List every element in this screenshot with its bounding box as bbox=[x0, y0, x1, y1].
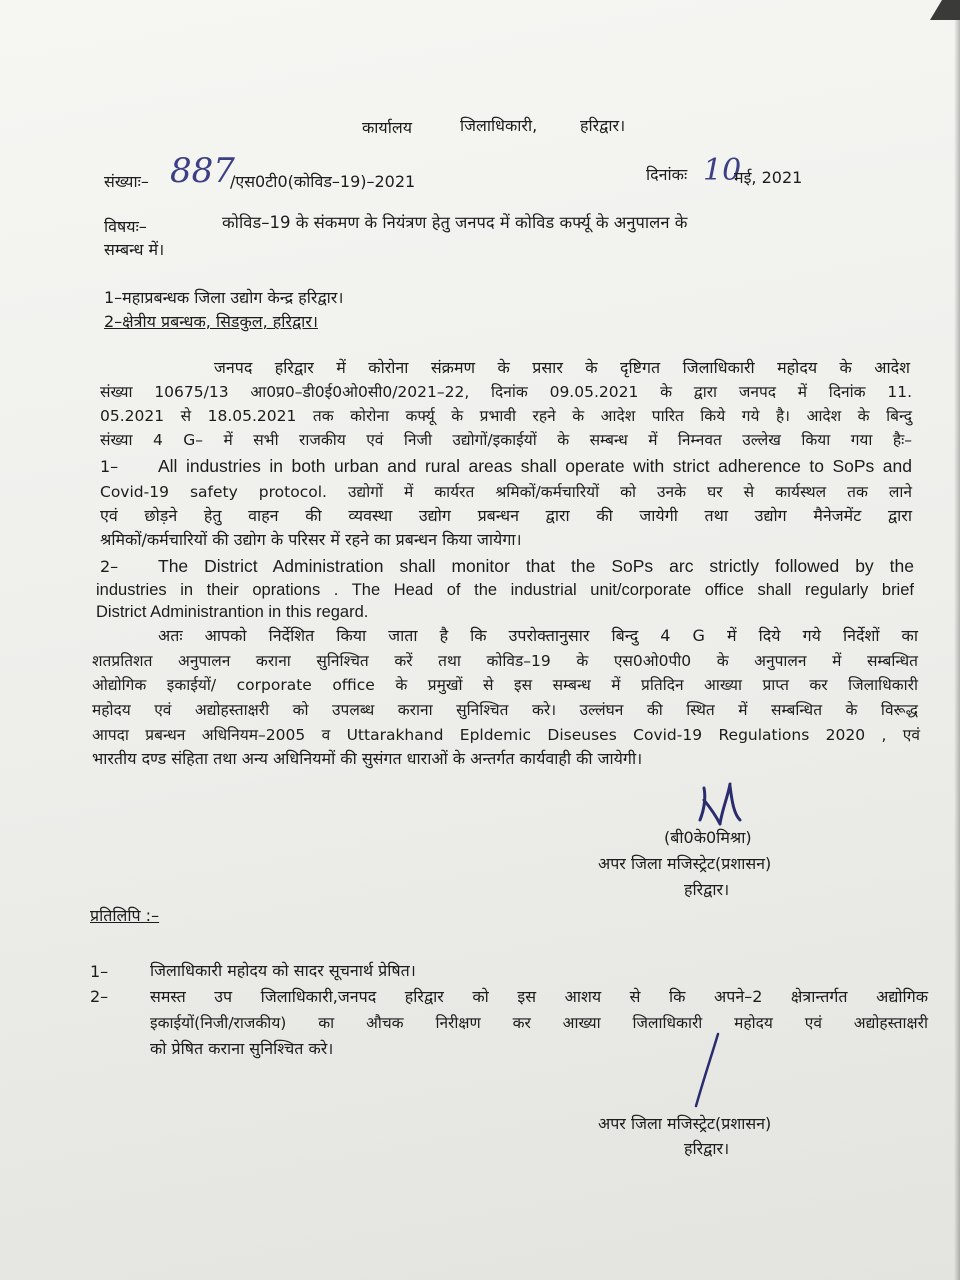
page-fold-corner bbox=[930, 0, 960, 20]
date-label: दिनांकः bbox=[646, 165, 688, 184]
signatory-name: (बी0के0मिश्रा) bbox=[664, 828, 752, 847]
para2-line-6: भारतीय दण्ड संहिता तथा अन्य अधिनियमों की सुसंगत धाराओं के अन्तर्गत कार्यवाही की जायेगी। bbox=[92, 749, 643, 768]
point2-line-1: The District Administration shall monitor that the SoPs arc strictly followed by the bbox=[158, 556, 914, 576]
signatory-designation-2: अपर जिला मजिस्ट्रेट(प्रशासन) bbox=[598, 1114, 772, 1133]
subject-line-2: सम्बन्ध में। bbox=[104, 240, 165, 259]
point1-line-1: All industries in both urban and rural areas shall operate with strict adherence to SoPs and bbox=[158, 456, 912, 476]
point1-number: 1– bbox=[100, 457, 119, 476]
subject-line-1: कोविड–19 के संकमण के नियंत्रण हेतु जनपद में कोविड कर्फ्यू के अनुपालन के bbox=[222, 213, 688, 232]
handwritten-signature-1 bbox=[690, 780, 750, 830]
point1-line-4: श्रमिकों/कर्मचारियों की उद्योग के परिसर में रहने का प्रबन्धन किया जायेगा। bbox=[100, 530, 522, 549]
para1-line-2: संख्या 10675/13 आ0प्र0–डी0ई0ओ0सी0/2021–22, दिनांक 09.05.2021 के द्वारा जनपद में दिनांक 11. bbox=[100, 383, 912, 401]
point2-line-2: industries in their oprations . The Head of the industrial unit/corporate office shall regularly brief bbox=[96, 581, 914, 599]
copy-heading: प्रतिलिपि :– bbox=[90, 906, 160, 925]
ref-prefix: संख्याः– bbox=[104, 172, 149, 191]
signatory-designation-1: अपर जिला मजिस्ट्रेट(प्रशासन) bbox=[598, 854, 772, 873]
point1-line-3: एवं छोड़ने हेतु वाहन की व्यवस्था उद्योग प्रबन्धन द्वारा की जायेगी तथा उद्योग मैनेजमेंट द्वारा bbox=[100, 506, 912, 525]
date-handwritten-day: 10 bbox=[703, 153, 742, 188]
point2-number: 2– bbox=[100, 557, 119, 576]
recipient-2: 2–क्षेत्रीय प्रबन्धक, सिडकुल, हरिद्वार। bbox=[104, 312, 318, 331]
ref-handwritten-number: 887 bbox=[170, 151, 235, 191]
copy-item-2-number: 2– bbox=[90, 987, 109, 1006]
ref-suffix: /एस0टी0(कोविड–19)–2021 bbox=[230, 172, 416, 191]
point2-line-3: District Administrantion in this regard. bbox=[96, 603, 369, 621]
signatory-place-2: हरिद्वार। bbox=[684, 1139, 730, 1158]
copy-item-2-line-1: समस्त उप जिलाधिकारी,जनपद हरिद्वार को इस आशय से कि अपने–2 क्षेत्रान्तर्गत अद्योगिक bbox=[150, 987, 928, 1006]
page-edge-shadow bbox=[954, 20, 960, 1280]
point1-line-2: Covid-19 safety protocol. उद्योगों में कार्यरत श्रमिकों/कर्मचारियों को उनके घर से कार्यस्थल तक लाने bbox=[100, 483, 912, 501]
recipient-1: 1–महाप्रबन्धक जिला उद्योग केन्द्र हरिद्वार। bbox=[104, 288, 344, 307]
para2-line-3: ओद्योगिक इकाईयों/ corporate office के प्रमुखों से इस सम्बन्ध में प्रतिदिन आख्या प्राप्त कर जिलाधिकारी bbox=[92, 676, 918, 694]
date-month-year: मई, 2021 bbox=[734, 168, 803, 187]
para1-line-4: संख्या 4 G– में सभी राजकीय एवं निजी उद्योगों/इकाईयों के सम्बन्ध में निम्नवत उल्लेख किया गया हैः– bbox=[100, 431, 912, 449]
subject-label: विषयः– bbox=[104, 217, 147, 236]
para2-line-4: महोदय एवं अद्योहस्ताक्षरी को उपलब्ध कराना सुनिश्चित करे। उल्लंघन की स्थित में सम्बन्धित के विरूद्ध bbox=[92, 701, 918, 719]
copy-item-2-line-2: इकाईयों(निजी/राजकीय) का औचक निरीक्षण कर आख्या जिलाधिकारी महोदय एवं अद्योहस्ताक्षरी bbox=[150, 1014, 928, 1032]
office-place: हरिद्वार। bbox=[580, 116, 626, 135]
copy-item-2-line-3: को प्रेषित कराना सुनिश्चित करे। bbox=[150, 1039, 334, 1058]
signatory-place-1: हरिद्वार। bbox=[684, 880, 730, 899]
copy-item-1-number: 1– bbox=[90, 962, 109, 981]
para2-line-5: आपदा प्रबन्धन अधिनियम–2005 व Uttarakhand Epldemic Diseuses Covid-19 Regulations 2020 , एवं bbox=[92, 726, 920, 744]
para1-line-3: 05.2021 से 18.05.2021 तक कोरोना कर्फ्यू के प्रभावी रहने के आदेश पारित किये गये है। आदेश के बिन्दु bbox=[100, 407, 912, 425]
handwritten-signature-2 bbox=[690, 1030, 730, 1110]
para2-line-1: अतः आपको निर्देशित किया जाता है कि उपरोक्तानुसार बिन्दु 4 G में दिये गये निर्देशों का bbox=[158, 626, 918, 645]
office-word: कार्यालय bbox=[362, 118, 412, 137]
office-district-magistrate: जिलाधिकारी, bbox=[460, 116, 538, 135]
para2-line-2: शतप्रतिशत अनुपालन कराना सुनिश्चित करें तथा कोविड–19 के एस0ओ0पी0 के अनुपालन में सम्बन्धित bbox=[92, 652, 918, 670]
copy-item-1-line-1: जिलाधिकारी महोदय को सादर सूचनार्थ प्रेषित। bbox=[150, 961, 416, 980]
para1-line-1: जनपद हरिद्वार में कोरोना संक्रमण के प्रसार के दृष्टिगत जिलाधिकारी महोदय के आदेश bbox=[214, 358, 910, 377]
